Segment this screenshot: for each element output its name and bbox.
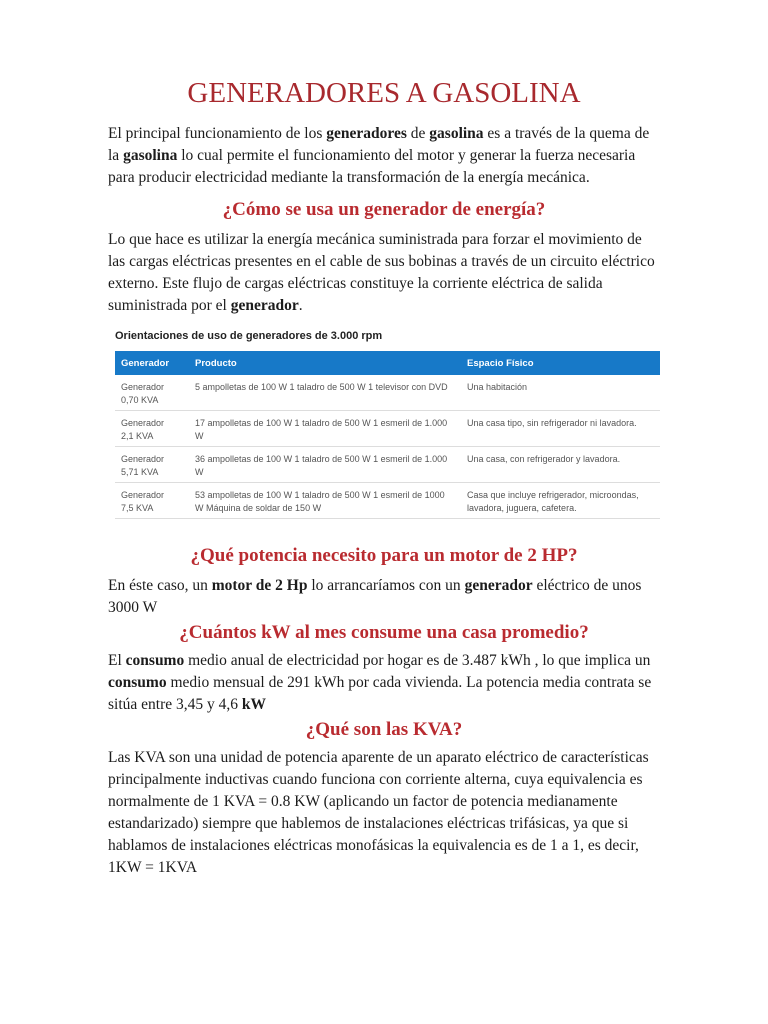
- heading-que-son-kva: ¿Qué son las KVA?: [305, 719, 463, 740]
- paragraph-intro: El principal funcionamiento de los generadores de gasolina es a través de la quema de la gasolina lo cual permite el funcionamiento del motor y generar la fuerza necesaria para producir electricidad mediante la transformación de la energía mecánica.: [108, 125, 650, 186]
- page-title: GENERADORES A GASOLINA: [187, 77, 581, 109]
- table-cell: Una casa tipo, sin refrigerador ni lavadora.: [461, 411, 660, 447]
- table-cell: Una habitación: [461, 375, 660, 411]
- table-row: [115, 375, 660, 411]
- table-cell: Generador 0,70 KVA: [115, 375, 189, 411]
- table-cell: Generador 5,71 KVA: [115, 447, 189, 483]
- column-header: Espacio Físico: [461, 351, 660, 375]
- column-header: Generador: [115, 351, 189, 375]
- table-body: [115, 375, 660, 519]
- column-header: Producto: [189, 351, 461, 375]
- table-row: [115, 447, 660, 483]
- table-row: [115, 483, 660, 519]
- heading-como-se-usa: ¿Cómo se usa un generador de energía?: [222, 199, 546, 220]
- generators-table-block: [115, 330, 660, 519]
- paragraph-kw-mes: El consumo medio anual de electricidad por hogar es de 3.487 kWh , lo que implica un consumo medio mensual de 291 kWh por cada vivienda. La potencia media contrata se sitúa entre 3,45 y 4,6 kW: [108, 652, 652, 713]
- paragraph-potencia-motor: En éste caso, un motor de 2 Hp lo arrancaríamos con un generador eléctrico de unos 3000 W: [108, 577, 642, 616]
- table-cell: Generador 2,1 KVA: [115, 411, 189, 447]
- table-cell: 53 ampolletas de 100 W 1 taladro de 500 W 1 esmeril de 1000 W Máquina de soldar de 150 W: [189, 483, 461, 519]
- table-cell: 5 ampolletas de 100 W 1 taladro de 500 W 1 televisor con DVD: [189, 375, 461, 411]
- paragraph-que-son-kva: Las KVA son una unidad de potencia aparente de un aparato eléctrico de características principalmente inductivas cuando funciona con corriente alterna, cuya equivalencia es normalmente de 1 KVA = 0.8 KW (aplicando un factor de potencia medianamente estandarizado) siempre que hablemos de instalaciones eléctricas trifásicas, ya que si hablamos de instalaciones eléctricas monofásicas la equivalencia es de 1 a 1, es decir, 1KW = 1KVA: [108, 749, 649, 876]
- heading-kw-mes: ¿Cuántos kW al mes consume una casa promedio?: [179, 622, 589, 643]
- table-row: [115, 411, 660, 447]
- heading-potencia-motor: ¿Qué potencia necesito para un motor de 2 HP?: [190, 545, 578, 566]
- table-cell: Casa que incluye refrigerador, microondas, lavadora, juguera, cafetera.: [461, 483, 660, 519]
- table-cell: Generador 7,5 KVA: [115, 483, 189, 519]
- paragraph-como-se-usa: Lo que hace es utilizar la energía mecánica suministrada para forzar el movimiento de las cargas eléctricas presentes en el cable de sus bobinas a través de un circuito eléctrico externo. Este flujo de cargas eléctricas constituye la corriente eléctrica de salida suministrada por el generador.: [108, 231, 655, 314]
- table-header-row: [115, 351, 660, 375]
- table-cell: 17 ampolletas de 100 W 1 taladro de 500 W 1 esmeril de 1.000 W: [189, 411, 461, 447]
- table-cell: 36 ampolletas de 100 W 1 taladro de 500 W 1 esmeril de 1.000 W: [189, 447, 461, 483]
- generators-usage-table: [115, 351, 660, 519]
- table-cell: Una casa, con refrigerador y lavadora.: [461, 447, 660, 483]
- table-caption: Orientaciones de uso de generadores de 3.000 rpm: [115, 330, 383, 342]
